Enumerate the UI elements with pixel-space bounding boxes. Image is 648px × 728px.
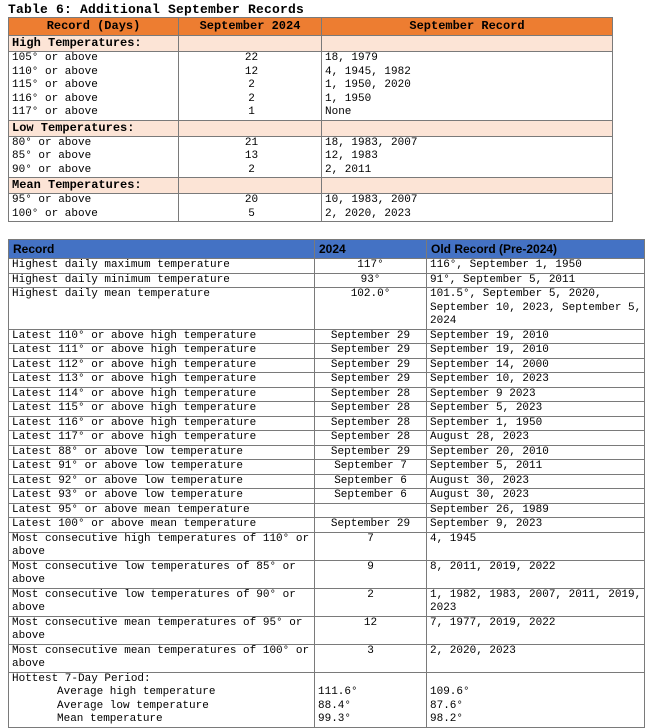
- table-row: [9, 616, 645, 644]
- table-row: [9, 288, 645, 330]
- days-2024: 2: [179, 164, 322, 178]
- september-records-days-table: [8, 17, 613, 222]
- section-label: High Temperatures:: [9, 36, 179, 52]
- value-2024: 12: [315, 616, 427, 644]
- table-row: [9, 402, 645, 417]
- section-header-row: [9, 120, 613, 136]
- column-header: Record: [9, 240, 315, 259]
- section-header-row: [9, 36, 613, 52]
- old-record: 8, 2011, 2019, 2022: [427, 560, 645, 588]
- record-name: Latest 111° or above high temperature: [9, 344, 315, 359]
- table-row: [9, 358, 645, 373]
- table-row: [9, 387, 645, 402]
- table-row: [9, 150, 613, 164]
- table-row: [9, 373, 645, 388]
- value-2024: 3: [315, 644, 427, 672]
- table-row: [9, 79, 613, 93]
- old-record: August 30, 2023: [427, 489, 645, 504]
- table-title: Table 6: Additional September Records: [8, 2, 305, 17]
- table-row: [9, 66, 613, 80]
- record-value: 2, 2011: [322, 164, 613, 178]
- record-label: 105° or above: [9, 52, 179, 66]
- value-2024: 93°: [315, 273, 427, 288]
- table-row: [9, 106, 613, 120]
- section-header-row: [9, 178, 613, 194]
- value-2024: September 28: [315, 402, 427, 417]
- days-2024: 13: [179, 150, 322, 164]
- old-record: September 26, 1989: [427, 503, 645, 518]
- value-2024: [315, 503, 427, 518]
- stat-2024: 88.4°: [318, 699, 352, 712]
- record-label: 90° or above: [9, 164, 179, 178]
- table-row: [9, 460, 645, 475]
- record-name: Highest daily maximum temperature: [9, 259, 315, 274]
- record-value: 1, 1950, 2020: [322, 79, 613, 93]
- table-row: [9, 93, 613, 107]
- old-record: September 20, 2010: [427, 445, 645, 460]
- record-value: 2, 2020, 2023: [322, 208, 613, 222]
- days-2024: 22: [179, 52, 322, 66]
- empty-cell: [179, 178, 322, 194]
- old-record: August 30, 2023: [427, 474, 645, 489]
- stat-label: Average low temperature: [57, 699, 209, 712]
- table-row: [9, 474, 645, 489]
- old-record: 91°, September 5, 2011: [427, 273, 645, 288]
- old-record: August 28, 2023: [427, 431, 645, 446]
- record-name: Latest 117° or above high temperature: [9, 431, 315, 446]
- table-row: [9, 329, 645, 344]
- table-row: [9, 560, 645, 588]
- value-2024: September 28: [315, 416, 427, 431]
- value-2024: 117°: [315, 259, 427, 274]
- stat-2024: 99.3°: [318, 713, 352, 725]
- value-2024: September 29: [315, 344, 427, 359]
- record-name: Latest 110° or above high temperature: [9, 329, 315, 344]
- record-name: Highest daily minimum temperature: [9, 273, 315, 288]
- record-name: Latest 95° or above mean temperature: [9, 503, 315, 518]
- section-label: Mean Temperatures:: [9, 178, 179, 194]
- old-record: September 1, 1950: [427, 416, 645, 431]
- table-row: [9, 503, 645, 518]
- old-record: 116°, September 1, 1950: [427, 259, 645, 274]
- value-2024: 2: [315, 588, 427, 616]
- table-row: [9, 194, 613, 208]
- record-label: 80° or above: [9, 136, 179, 150]
- table-row: [9, 445, 645, 460]
- table-row: [9, 518, 645, 533]
- hottest-period-2024: [315, 672, 427, 727]
- record-value: 18, 1979: [322, 52, 613, 66]
- value-2024: September 6: [315, 489, 427, 504]
- record-value: 10, 1983, 2007: [322, 194, 613, 208]
- old-record: September 5, 2011: [427, 460, 645, 475]
- old-record: September 9 2023: [427, 387, 645, 402]
- record-label: 115° or above: [9, 79, 179, 93]
- hottest-period-label: Hottest 7-Day Period:: [12, 672, 151, 685]
- record-label: 85° or above: [9, 150, 179, 164]
- column-header: September 2024: [179, 18, 322, 36]
- record-name: Latest 116° or above high temperature: [9, 416, 315, 431]
- record-value: 4, 1945, 1982: [322, 66, 613, 80]
- table-header-row: [9, 18, 613, 36]
- value-2024: September 28: [315, 387, 427, 402]
- days-2024: 2: [179, 93, 322, 107]
- stat-old: 98.2°: [430, 713, 464, 725]
- record-name: Most consecutive low temperatures of 90° or above: [9, 588, 315, 616]
- record-value: 1, 1950: [322, 93, 613, 107]
- table-row: [9, 431, 645, 446]
- record-label: 117° or above: [9, 106, 179, 120]
- value-2024: September 6: [315, 474, 427, 489]
- table-row: [9, 259, 645, 274]
- stat-old: 87.6°: [430, 699, 464, 712]
- hottest-period-old: [427, 672, 645, 727]
- value-2024: September 29: [315, 329, 427, 344]
- hottest-period-row: [9, 672, 645, 727]
- old-record: 2, 2020, 2023: [427, 644, 645, 672]
- empty-cell: [322, 120, 613, 136]
- table-row: [9, 532, 645, 560]
- old-record: September 14, 2000: [427, 358, 645, 373]
- table-row: [9, 208, 613, 222]
- record-name: Latest 115° or above high temperature: [9, 402, 315, 417]
- old-record: 4, 1945: [427, 532, 645, 560]
- days-2024: 12: [179, 66, 322, 80]
- empty-cell: [322, 178, 613, 194]
- days-2024: 20: [179, 194, 322, 208]
- table-row: [9, 416, 645, 431]
- value-2024: September 29: [315, 445, 427, 460]
- record-label: 110° or above: [9, 66, 179, 80]
- empty-cell: [322, 36, 613, 52]
- value-2024: 9: [315, 560, 427, 588]
- column-header: Old Record (Pre-2024): [427, 240, 645, 259]
- value-2024: September 29: [315, 358, 427, 373]
- days-2024: 5: [179, 208, 322, 222]
- record-value: None: [322, 106, 613, 120]
- stat-old: 109.6°: [430, 686, 470, 698]
- days-2024: 21: [179, 136, 322, 150]
- hottest-period-labels: [9, 672, 315, 727]
- table-row: [9, 588, 645, 616]
- record-name: Most consecutive low temperatures of 85° or above: [9, 560, 315, 588]
- record-name: Latest 93° or above low temperature: [9, 489, 315, 504]
- table-row: [9, 136, 613, 150]
- record-name: Most consecutive mean temperatures of 95° or above: [9, 616, 315, 644]
- column-header: Record (Days): [9, 18, 179, 36]
- column-header: September Record: [322, 18, 613, 36]
- old-record: September 19, 2010: [427, 329, 645, 344]
- value-2024: September 28: [315, 431, 427, 446]
- value-2024: September 29: [315, 373, 427, 388]
- value-2024: 102.0°: [315, 288, 427, 330]
- record-name: Latest 91° or above low temperature: [9, 460, 315, 475]
- value-2024: 7: [315, 532, 427, 560]
- old-record: September 19, 2010: [427, 344, 645, 359]
- stat-label: Average high temperature: [57, 686, 216, 698]
- record-label: 95° or above: [9, 194, 179, 208]
- old-record: September 9, 2023: [427, 518, 645, 533]
- september-records-table: [8, 239, 645, 728]
- table-row: [9, 52, 613, 66]
- table-row: [9, 164, 613, 178]
- record-name: Latest 112° or above high temperature: [9, 358, 315, 373]
- record-value: 18, 1983, 2007: [322, 136, 613, 150]
- stat-2024: 111.6°: [318, 686, 358, 698]
- record-name: Latest 92° or above low temperature: [9, 474, 315, 489]
- record-name: Latest 114° or above high temperature: [9, 387, 315, 402]
- table-row: [9, 644, 645, 672]
- value-2024: September 29: [315, 518, 427, 533]
- old-record: September 10, 2023: [427, 373, 645, 388]
- empty-cell: [179, 120, 322, 136]
- column-header: 2024: [315, 240, 427, 259]
- value-2024: September 7: [315, 460, 427, 475]
- old-record: September 5, 2023: [427, 402, 645, 417]
- stat-label: Mean temperature: [57, 713, 163, 725]
- days-2024: 2: [179, 79, 322, 93]
- record-name: Latest 100° or above mean temperature: [9, 518, 315, 533]
- record-label: 116° or above: [9, 93, 179, 107]
- record-name: Highest daily mean temperature: [9, 288, 315, 330]
- old-record: 101.5°, September 5, 2020, September 10, 2023, September 5, 2024: [427, 288, 645, 330]
- table-row: [9, 489, 645, 504]
- days-2024: 1: [179, 106, 322, 120]
- record-label: 100° or above: [9, 208, 179, 222]
- section-label: Low Temperatures:: [9, 120, 179, 136]
- record-value: 12, 1983: [322, 150, 613, 164]
- empty-cell: [179, 36, 322, 52]
- table-row: [9, 344, 645, 359]
- table-row: [9, 273, 645, 288]
- record-name: Most consecutive high temperatures of 110° or above: [9, 532, 315, 560]
- table-header-row: [9, 240, 645, 259]
- old-record: 7, 1977, 2019, 2022: [427, 616, 645, 644]
- record-name: Latest 113° or above high temperature: [9, 373, 315, 388]
- record-name: Most consecutive mean temperatures of 100° or above: [9, 644, 315, 672]
- record-name: Latest 88° or above low temperature: [9, 445, 315, 460]
- old-record: 1, 1982, 1983, 2007, 2011, 2019, 2023: [427, 588, 645, 616]
